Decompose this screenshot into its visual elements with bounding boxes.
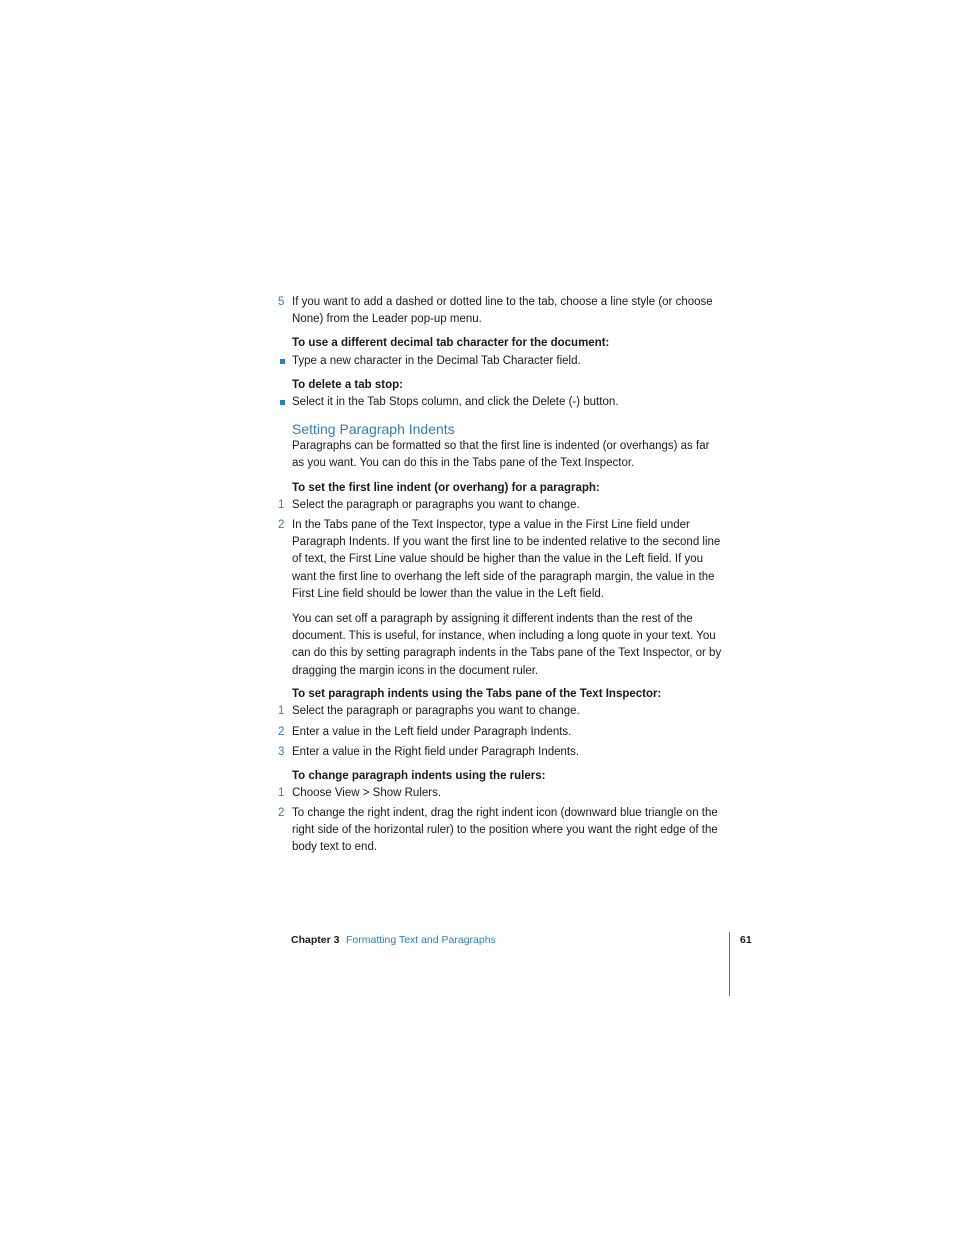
step-text: Select the paragraph or paragraphs you want to change. bbox=[292, 499, 580, 511]
step-number: 2 bbox=[278, 519, 285, 531]
body-paragraph: You can set off a paragraph by assigning it different indents than the rest of the document. This is useful, for instance, when including a long quote in your text. You can do this by setting paragraph indents in the Tabs pane of the Text Inspector, or by dragging the margin icons in the document ruler. bbox=[292, 613, 722, 677]
step-number: 2 bbox=[278, 726, 285, 738]
footer-chapter: Chapter 3 bbox=[291, 934, 340, 946]
task-heading: To delete a tab stop: bbox=[292, 379, 403, 391]
bullet-text: Select it in the Tab Stops column, and click the Delete (-) button. bbox=[292, 396, 619, 408]
task-heading: To set the first line indent (or overhang) for a paragraph: bbox=[292, 482, 600, 494]
step-number: 1 bbox=[278, 787, 285, 799]
step-text: Choose View > Show Rulers. bbox=[292, 787, 442, 799]
step-number: 5 bbox=[278, 296, 285, 308]
section-intro: Paragraphs can be formatted so that the first line is indented (or overhangs) as far as you want. You can do this in the Tabs pane of the Text Inspector. bbox=[292, 440, 710, 470]
step-text: In the Tabs pane of the Text Inspector, type a value in the First Line field under Paragraph Indents. If you want the first line to be indented relative to the second line of text, the First Line value should be higher than the value in the Left field. If you want the first line to overhang the left side of the paragraph margin, the value in the First Line field should be lower than the value in the Left field. bbox=[292, 519, 721, 600]
footer-divider bbox=[729, 932, 730, 996]
footer-chapter-title: Formatting Text and Paragraphs bbox=[346, 934, 496, 946]
task-heading: To set paragraph indents using the Tabs pane of the Text Inspector: bbox=[292, 688, 662, 700]
step-number: 2 bbox=[278, 807, 285, 819]
step-number: 3 bbox=[278, 746, 285, 758]
task-heading: To use a different decimal tab character for the document: bbox=[292, 337, 610, 349]
step-text: If you want to add a dashed or dotted line to the tab, choose a line style (or choose None) from the Leader pop-up menu. bbox=[292, 296, 713, 326]
task-heading: To change paragraph indents using the rulers: bbox=[292, 770, 546, 782]
step-text: Enter a value in the Right field under Paragraph Indents. bbox=[292, 746, 580, 758]
page-number: 61 bbox=[740, 934, 752, 946]
step-number: 1 bbox=[278, 499, 285, 511]
step-text: Enter a value in the Left field under Paragraph Indents. bbox=[292, 726, 572, 738]
bullet-icon bbox=[280, 359, 285, 364]
step-number: 1 bbox=[278, 705, 285, 717]
step-text: To change the right indent, drag the right indent icon (downward blue triangle on the right side of the horizontal ruler) to the position where you want the right edge of the body text to end. bbox=[292, 807, 718, 854]
bullet-icon bbox=[280, 400, 285, 405]
bullet-text: Type a new character in the Decimal Tab Character field. bbox=[292, 355, 581, 367]
section-title: Setting Paragraph Indents bbox=[292, 421, 455, 437]
step-text: Select the paragraph or paragraphs you want to change. bbox=[292, 705, 580, 717]
